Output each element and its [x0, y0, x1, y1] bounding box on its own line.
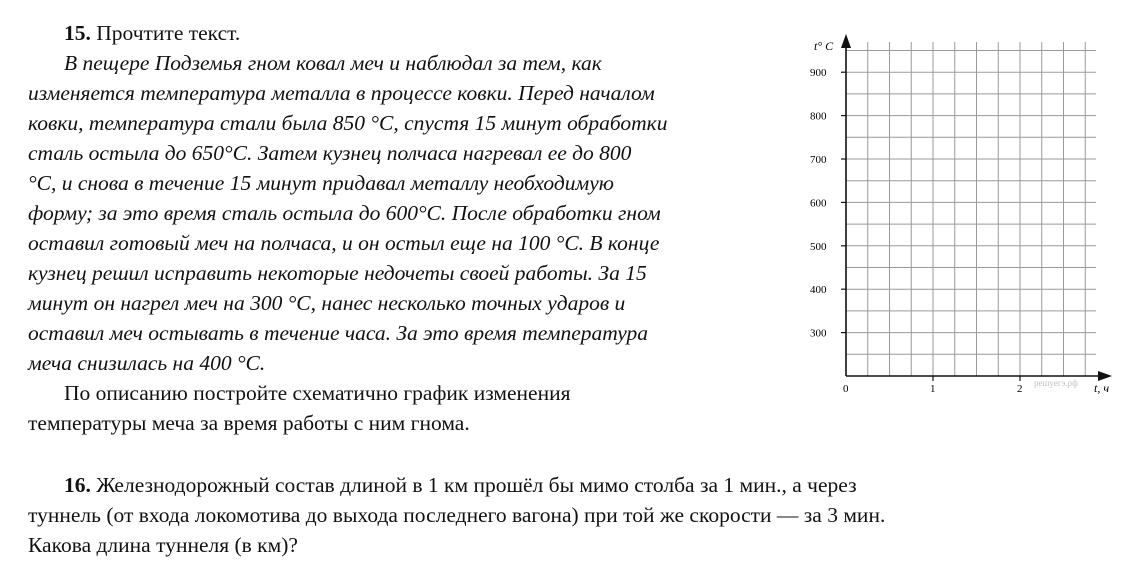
y-tick-label: 600 — [810, 197, 827, 210]
y-tick-label: 300 — [810, 327, 827, 340]
task-15-number: 15. — [64, 21, 91, 45]
story-line: изменяется температура металла в процессе ковки. Перед началом — [28, 81, 655, 105]
story-line: меча снизилась на 400 °C. — [28, 351, 266, 375]
x-tick-label: 1 — [930, 383, 936, 395]
task-16 — [28, 470, 1138, 560]
task-16-line: Какова длина туннеля (в км)? — [28, 533, 298, 557]
task-16-line: туннель (от входа локомотива до выхода последнего вагона) при той же скорости — за 3 мин. — [28, 503, 886, 527]
y-axis-label: t° C — [814, 39, 834, 53]
x-tick-label: 0 — [843, 383, 849, 395]
instruction-line: По описанию постройте схематично график изменения — [64, 381, 571, 405]
story-line: кузнец решил исправить некоторые недочеты своей работы. За 15 — [28, 261, 647, 285]
y-tick-label: 400 — [810, 284, 827, 297]
y-tick-label: 500 — [810, 240, 827, 253]
task-16-line — [28, 470, 1138, 500]
instruction-line: температуры меча за время работы с ним гнома. — [28, 411, 470, 435]
story-line: оставил готовый меч на полчаса, и он остыл еще на 100 °C. В конце — [28, 231, 660, 255]
story-line: ковки, температура стали была 850 °C, спустя 15 минут обработки — [28, 111, 668, 135]
story-line: минут он нагрел меч на 300 °C, нанес несколько точных ударов и — [28, 291, 626, 315]
watermark: решуегэ.рф — [1034, 378, 1078, 388]
y-axis-arrow-icon — [841, 34, 851, 48]
y-tick-label: 900 — [810, 67, 827, 80]
story-line: оставил меч остывать в течение часа. За это время температура — [28, 321, 648, 345]
chart-tick-labels — [810, 67, 1023, 395]
chart-grid — [846, 42, 1096, 376]
story-line: °C, и снова в течение 15 минут придавал металлу необходимую — [28, 171, 614, 195]
x-axis-arrow-icon — [1098, 371, 1112, 381]
story-line: форму; за это время сталь остыла до 600°C. После обработки гном — [28, 201, 661, 225]
story-line: сталь остыла до 650°C. Затем кузнец полчаса нагревал ее до 800 — [28, 141, 632, 165]
y-tick-label: 700 — [810, 154, 827, 166]
x-tick-label: 2 — [1017, 383, 1023, 395]
task-16-number: 16. — [64, 473, 91, 497]
task-16-text: Железнодорожный состав длиной в 1 км прошёл бы мимо столба за 1 мин., а через — [90, 473, 857, 497]
y-tick-label: 800 — [810, 110, 827, 123]
story-line: В пещере Подземья гном ковал меч и наблюдал за тем, как — [64, 51, 602, 75]
x-axis-label: t, ч — [1094, 381, 1110, 395]
task-15-heading: Прочтите текст. — [90, 21, 241, 45]
